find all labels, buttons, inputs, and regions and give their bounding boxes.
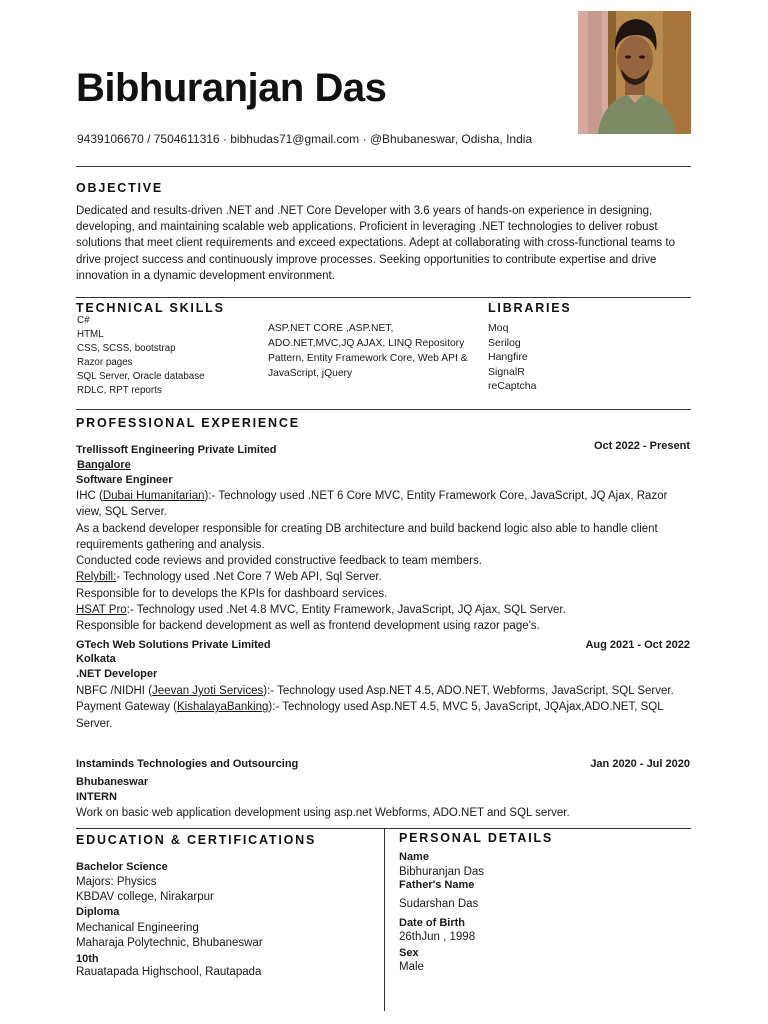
education-detail: Mechanical Engineering xyxy=(76,922,199,934)
experience-title: PROFESSIONAL EXPERIENCE xyxy=(76,416,300,430)
personal-label: Sex xyxy=(399,947,419,959)
library-item: Moq xyxy=(488,322,509,334)
job2-project-payment: Payment Gateway (KishalayaBanking):- Technology used Asp.NET 4.5, MVC 5, JavaScript, JQAjax,ADO.NET, SQL Server. xyxy=(76,701,664,730)
job1-project-relybill: Relybill:- Technology used .Net Core 7 Web API, Sql Server. xyxy=(76,571,382,584)
library-item: SignalR xyxy=(488,365,525,378)
personal-value: Sudarshan Das xyxy=(399,898,479,910)
job3-details: Work on basic web application development using asp.net Webforms, ADO.NET and SQL server. xyxy=(76,807,570,819)
job1-project-hsat: HSAT Pro:- Technology used .Net 4.8 MVC, Entity Framework, JavaScript, JQ Ajax, SQL Server. xyxy=(76,604,566,617)
education-list xyxy=(76,861,376,978)
job1-responsibility: Conducted code reviews and provided constructive feedback to team members. xyxy=(76,555,482,568)
skills-list-frameworks: ASP.NET CORE ,ASP.NET, ADO.NET,MVC,JQ AJAX, LINQ Repository Pattern, Entity Framework Core, Web API & JavaScript, jQuery xyxy=(268,323,468,379)
skill-item: Razor pages xyxy=(77,357,133,368)
job2-location: Kolkata xyxy=(76,653,116,665)
personal-value: 26thJun , 1998 xyxy=(399,931,476,943)
job3-date: Jan 2020 - Jul 2020 xyxy=(590,758,690,770)
job1-responsibility: Responsible for to develops the KPIs for dashboard services. xyxy=(76,587,388,600)
education-detail: Majors: Physics xyxy=(76,876,157,888)
profile-photo xyxy=(578,11,691,134)
job1-date: Oct 2022 - Present xyxy=(594,440,690,452)
job1-role: Software Engineer xyxy=(76,474,173,486)
header-divider xyxy=(76,166,691,167)
education-title: EDUCATION & CERTIFICATIONS xyxy=(76,833,317,847)
objective-title: OBJECTIVE xyxy=(76,181,164,195)
skill-item: HTML xyxy=(77,329,104,340)
education-degree: Diploma xyxy=(76,906,120,918)
job2-role: .NET Developer xyxy=(76,668,158,680)
education-degree: 10th xyxy=(76,953,99,965)
libraries-title: LIBRARIES xyxy=(488,301,572,315)
project-link-kishalaya[interactable]: KishalayaBanking xyxy=(176,701,269,714)
job1-project-ihc: IHC (Dubai Humanitarian):- Technology used .NET 6 Core MVC, Entity Framework Core, JavaScript, JQ Ajax, Razor view, SQL Server. xyxy=(76,490,668,519)
education-degree: Bachelor Science xyxy=(76,861,168,873)
library-item: reCaptcha xyxy=(488,380,537,392)
personal-value: Bibhuranjan Das xyxy=(399,866,485,878)
page-title: Bibhuranjan Das xyxy=(76,66,387,110)
job2-company: GTech Web Solutions Private Limited xyxy=(76,639,271,651)
job1-location: Bangalore xyxy=(77,459,131,471)
job3-location: Bhubaneswar xyxy=(76,776,149,788)
contact-line: 9439106670 / 7504611316 · bibhudas71@gmail.com · @Bhubaneswar, Odisha, India xyxy=(77,132,533,146)
skill-item: RDLC, RPT reports xyxy=(77,385,162,396)
job1-details xyxy=(76,488,691,635)
skill-item: CSS, SCSS, bootstrap xyxy=(77,343,176,354)
job3-role: INTERN xyxy=(76,791,117,803)
education-detail: KBDAV college, Nirakarpur xyxy=(76,891,214,903)
education-detail: Maharaja Polytechnic, Bhubaneswar xyxy=(76,937,263,949)
project-link-relybill[interactable]: Relybill: xyxy=(76,571,117,584)
skill-item: C# xyxy=(77,315,90,326)
library-item: Serilog xyxy=(488,336,521,349)
project-link-jeevan-jyoti[interactable]: Jeevan Jyoti Services xyxy=(152,685,264,697)
job1-responsibility: As a backend developer responsible for creating DB architecture and build backend logic also able to handle client requirements gathering and analysis. xyxy=(76,522,658,551)
job1-company: Trellissoft Engineering Private Limited xyxy=(76,444,277,456)
job2-details xyxy=(76,683,691,732)
personal-details xyxy=(399,851,689,973)
job2-project-nbfc: NBFC /NIDHI (Jeevan Jyoti Services):- Technology used Asp.NET 4.5, ADO.NET, Webforms, JavaScript, SQL Server. xyxy=(76,685,674,697)
skills-title: TECHNICAL SKILLS xyxy=(76,301,225,315)
personal-label: Date of Birth xyxy=(399,917,465,929)
job1-responsibility: Responsible for backend development as well as frontend development using razor page's. xyxy=(76,620,540,633)
personal-value: Male xyxy=(399,961,424,973)
skills-divider xyxy=(76,409,691,410)
skills-list-primary xyxy=(77,314,257,398)
column-divider xyxy=(384,829,385,1011)
personal-label: Name xyxy=(399,851,429,863)
objective-divider xyxy=(76,297,691,298)
libraries-list xyxy=(488,321,536,394)
library-item: Hangfire xyxy=(488,351,528,363)
job3-company: Instaminds Technologies and Outsourcing xyxy=(76,758,299,770)
job2-date: Aug 2021 - Oct 2022 xyxy=(585,639,690,651)
skill-item: SQL Server, Oracle database xyxy=(77,371,205,382)
personal-title: PERSONAL DETAILS xyxy=(399,831,554,845)
project-link-dubai-humanitarian[interactable]: Dubai Humanitarian xyxy=(102,490,205,502)
objective-text: Dedicated and results-driven .NET and .NET Core Developer with 3.6 years of hands-on experience in designing, developing, and maintaining scalable web applications. Proficient in leveraging .NET technologies to deliver robust solutions that meet client requirements and exceed expectations. Adept at collaborating with cross-functional teams to drive project success and continuously improve processes. Seeking opportunities to contribute expertise and drive innovation in a dynamic development environment. xyxy=(76,205,675,282)
personal-label: Father's Name xyxy=(399,879,475,891)
project-link-hsat-pro[interactable]: HSAT Pro xyxy=(76,604,127,617)
education-detail: Rauatapada Highschool, Rautapada xyxy=(76,966,262,978)
